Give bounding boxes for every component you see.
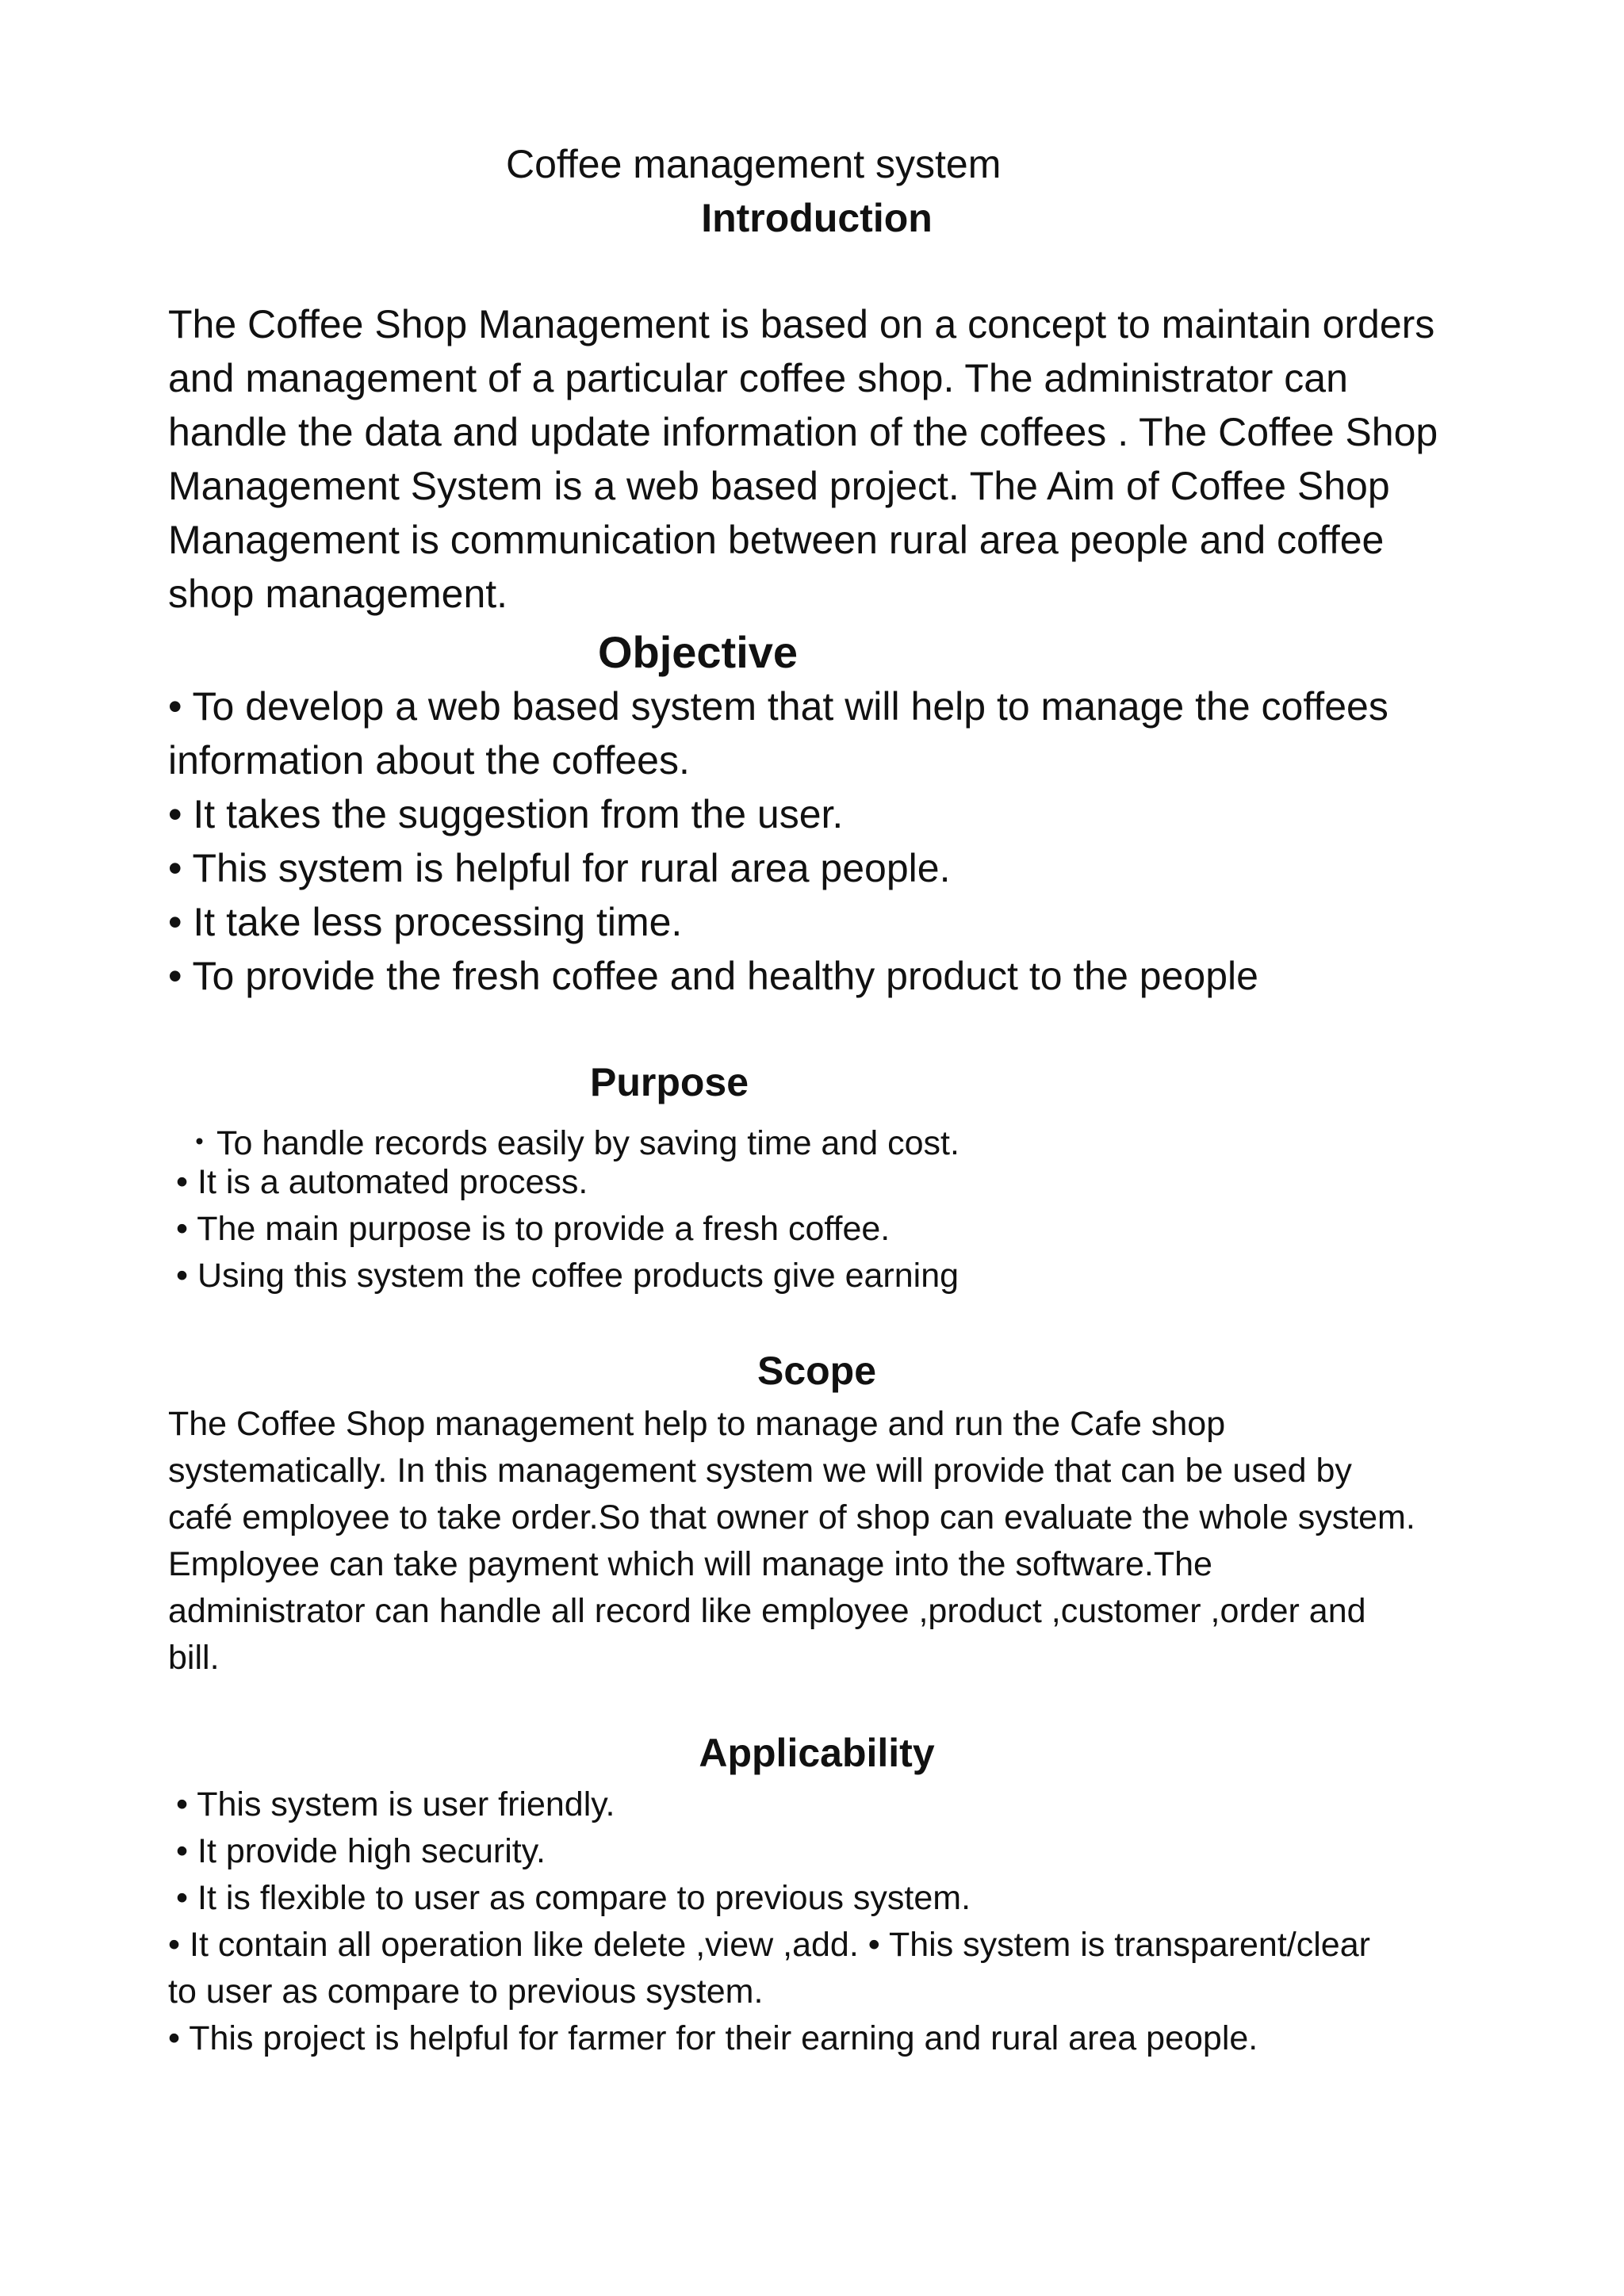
scope-line: Employee can take payment which will manage into the software.The [168, 1545, 1212, 1583]
objective-item: • To provide the fresh coffee and healthy product to the people [168, 954, 1258, 998]
objective-item: information about the coffees. [168, 738, 690, 783]
purpose-item: ・To handle records easily by saving time and cost. [182, 1124, 959, 1162]
applicability-item: • This system is user friendly. [176, 1785, 615, 1823]
applicability-item: • It is flexible to user as compare to previous system. [176, 1879, 971, 1917]
introduction-heading: Introduction [701, 196, 933, 240]
introduction-line: handle the data and update information of the coffees . The Coffee Shop [168, 410, 1438, 454]
introduction-line: Management is communication between rural area people and coffee [168, 518, 1385, 562]
introduction-line: The Coffee Shop Management is based on a concept to maintain orders [168, 302, 1435, 346]
objective-item: • This system is helpful for rural area people. [168, 846, 951, 890]
objective-item: • To develop a web based system that will help to manage the coffees [168, 684, 1388, 729]
applicability-item: • This project is helpful for farmer for their earning and rural area people. [168, 2019, 1258, 2057]
scope-line: bill. [168, 1639, 220, 1677]
document-title: Coffee management system [506, 142, 1002, 186]
purpose-item: • Using this system the coffee products give earning [176, 1257, 959, 1295]
applicability-item: • It provide high security. [176, 1832, 546, 1870]
objective-item: • It takes the suggestion from the user. [168, 792, 844, 836]
introduction-line: and management of a particular coffee shop. The administrator can [168, 356, 1348, 400]
scope-line: administrator can handle all record like employee ,product ,customer ,order and [168, 1592, 1366, 1630]
scope-line: systematically. In this management system we will provide that can be used by [168, 1452, 1352, 1490]
introduction-line: Management System is a web based project. The Aim of Coffee Shop [168, 464, 1390, 508]
applicability-heading: Applicability [699, 1731, 935, 1775]
objective-item: • It take less processing time. [168, 900, 683, 944]
scope-heading: Scope [756, 1349, 877, 1393]
purpose-item: • The main purpose is to provide a fresh coffee. [176, 1210, 891, 1248]
applicability-item: • It contain all operation like delete ,view ,add. • This system is transparent/clear [168, 1926, 1370, 1964]
purpose-heading: Purpose [589, 1060, 749, 1104]
introduction-line: shop management. [168, 572, 508, 616]
scope-line: The Coffee Shop management help to manage and run the Cafe shop [168, 1405, 1226, 1443]
applicability-item: to user as compare to previous system. [168, 1973, 764, 2011]
purpose-item: • It is a automated process. [176, 1163, 588, 1201]
scope-line: café employee to take order.So that owner of shop can evaluate the whole system. [168, 1498, 1415, 1536]
objective-heading: Objective [597, 627, 799, 677]
